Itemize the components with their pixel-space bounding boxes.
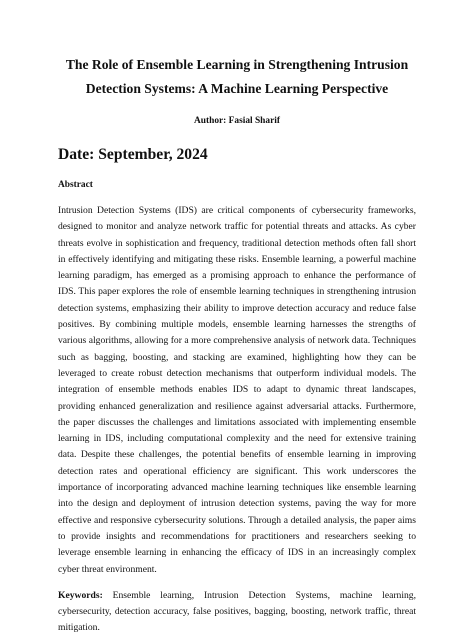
paper-title bbox=[58, 53, 416, 101]
paper-author: Author: Fasial Sharif bbox=[194, 116, 280, 126]
paper-title-line-1: The Role of Ensemble Learning in Strengthening Intrusion bbox=[65, 57, 409, 72]
keywords-paragraph bbox=[58, 588, 416, 637]
keywords-label: Keywords: bbox=[58, 589, 103, 601]
paper-title-line-2: Detection Systems: A Machine Learning Perspective bbox=[85, 81, 389, 96]
abstract-body: Intrusion Detection Systems (IDS) are critical components of cybersecurity frameworks, designed to monitor and analyze network traffic for potential threats and attacks. As cyber threats evolve in sophistication and frequency, traditional detection methods often fall short in effectively identifying and mitigating these risks. Ensemble learning, a powerful machine learning paradigm, has emerged as a promising approach to enhance the performance of IDS. This paper explores the role of ensemble learning techniques in strengthening intrusion detection systems, emphasizing their ability to improve detection accuracy and reduce false positives. By combining multiple models, ensemble learning harnesses the strengths of various algorithms, allowing for a more comprehensive analysis of network data. Techniques such as bagging, boosting, and stacking are examined, highlighting how they can be leveraged to create robust detection mechanisms that outperform individual models. The integration of ensemble methods enables IDS to adapt to dynamic threat landscapes, providing enhanced generalization and resilience against adversarial attacks. Furthermore, the paper discusses the challenges and limitations associated with implementing ensemble learning in IDS, including computational complexity and the need for extensive training data. Despite these challenges, the potential benefits of ensemble learning in improving detection rates and operational efficiency are significant. This work underscores the importance of incorporating advanced machine learning techniques like ensemble learning into the design and deployment of intrusion detection systems, paving the way for more effective and responsive cybersecurity solutions. Through a detailed analysis, the paper aims to provide insights and recommendations for practitioners and researchers seeking to leverage ensemble learning in enhancing the efficacy of IDS in an increasingly complex cyber threat environment. bbox=[58, 205, 416, 575]
keywords-list: Ensemble learning, Intrusion Detection Systems, machine learning, cybersecurity, detection accuracy, false positives, bagging, boosting, network traffic, threat mitigation. bbox=[58, 589, 416, 634]
paper-date: Date: September, 2024 bbox=[58, 146, 208, 163]
abstract-heading: Abstract bbox=[58, 180, 93, 190]
